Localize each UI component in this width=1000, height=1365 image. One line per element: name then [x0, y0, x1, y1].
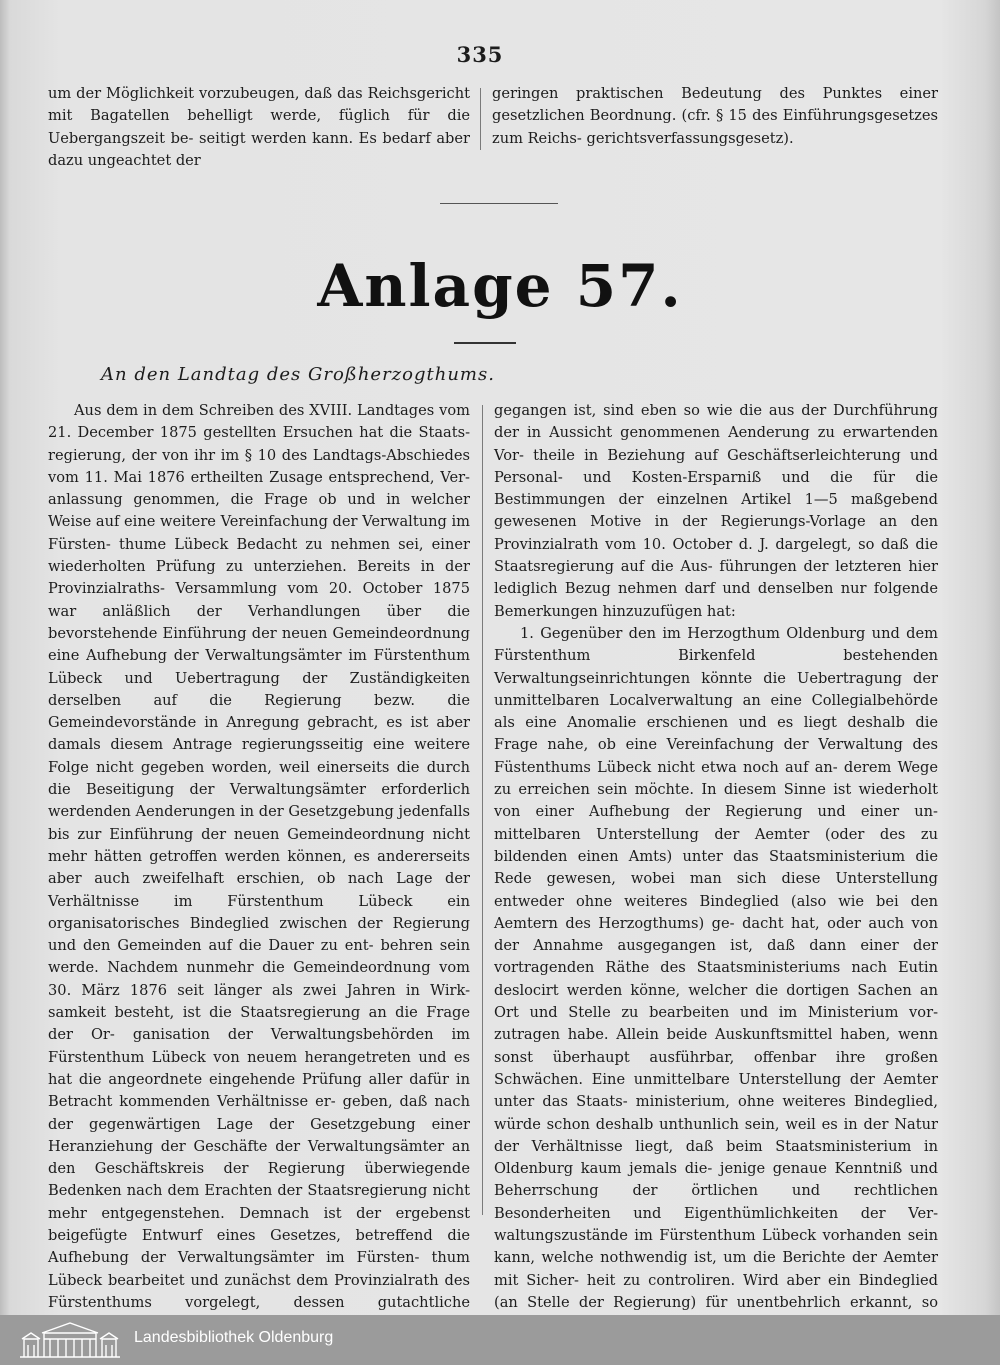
- section-divider: [440, 203, 558, 204]
- footer-label: Landesbibliothek Oldenburg: [134, 1329, 334, 1346]
- footer-bar: [0, 1315, 1000, 1365]
- column-divider-top: [480, 88, 481, 150]
- left-main-paragraph: Aus dem in dem Schreiben des XVIII. Landtages vom 21. December 1875 gestellten Ersuchen hat die Staats- regierung, der von ihr im § 10 des Landtags-Abschiedes vom 11. Mai 1876 ertheilten Zusage entsprechend, Ver- anlassung genommen, die Frage ob und in welcher Weise auf eine weitere Vereinfachung der Verwaltung im Fürsten- thume Lübeck Bedacht zu nehmen sei, einer wiederholten Prüfung zu unterziehen. Bereits in der Provinzialraths- Versammlung vom 20. October 1875 war anläßlich der Verhandlungen über die bevorstehende Einführung der neuen Gemeindeordnung eine Aufhebung der Verwaltungsämter im Fürstenthum Lübeck und Uebertragung der Zuständigkeiten derselben auf die Regierung bezw. die Gemeindevorstände in Anregung gebracht, es ist aber damals diesem Antrage regierungsseitig eine weitere Folge nicht gegeben worden, weil einerseits die durch die Beseitigung der Verwaltungsämter erforderlich werdenden Aenderungen in der Gesetzgebung jedenfalls bis zur Einführung der neuen Gemeindeordnung nicht mehr hätten getroffen werden können, es andererseits aber auch zweifelhaft erschien, ob nach Lage der Verhältnisse im Fürstenthum Lübeck ein organisatorisches Bindeglied zwischen der Regierung und den Gemeinden auf die Dauer zu ent- behren sein werde. Nachdem nunmehr die Gemeindeordnung vom 30. März 1876 seit länger als zwei Jahren in Wirk- samkeit besteht, ist die Staatsregierung an die Frage der Or- ganisation der Verwaltungsbehörden im Fürstenthum Lübeck von neuem herangetreten und es hat die angeordnete eingehende Prüfung aller dafür in Betracht kommenden Verhältnisse er- geben, daß nach der gegenwärtigen Lage der Gesetzgebung einer Heranziehung der Geschäfte der Verwaltungsämter an den Geschäftskreis der Regierung überwiegende Bedenken nach dem Erachten der Staatsregierung nicht mehr entgegenstehen. Demnach ist der ergebenst beigefügte Entwurf eines Gesetzes, betreffend die Aufhebung der Verwaltungsämter im Fürsten- thum Lübeck bearbeitet und zunächst dem Provinzialrath des Fürstenthums vorgelegt, dessen gutachtliche: [48, 402, 470, 1311]
- right-point-1-paragraph: 1. Gegenüber den im Herzogthum Oldenburg und dem Fürstenthum Birkenfeld bestehenden Verwaltungseinrichtungen könnte die Uebertragung der unmittelbaren Localverwaltung an eine Collegialbehörde als eine Anomalie erschienen und es liegt deshalb die Frage nahe, ob eine Vereinfachung der Verwaltung des Füstenthums Lübeck nicht etwa noch auf an- derem Wege zu erreichen sein möchte. In diesem Sinne ist wiederholt von einer Aufhebung der Regierung und einer un- mittelbaren Unterstellung der Aemter (oder des zu bildenden einen Amts) unter das Staatsministerium die Rede gewesen, wobei man sich diese Unterstellung entweder ohne weiteres Bindeglied (also wie bei den Aemtern des Herzogthums) ge- dacht hat, oder auch von der Annahme ausgegangen ist, daß dann einer der vortragenden Räthe des Staatsministeriums nach Eutin deslocirt werden könne, welcher die dortigen Sachen an Ort und Stelle zu bearbeiten und im Ministerium vor- zutragen habe. Allein beide Auskunftsmittel haben, wenn sonst überhaupt ausführbar, offenbar ihre großen Schwächen. Eine unmittelbare Unterstellung der Aemter unter das Staats- ministerium, ohne weiteres Bindeglied, würde schon deshalb unthunlich sein, weil es in der Natur der Verhältnisse liegt, daß beim Staatsministerium in Oldenburg kaum jemals die- jenige genaue Kenntniß und Beherrschung der örtlichen und rechtlichen Besonderheiten und Eigenthümlichkeiten der Ver- waltungszustände im Fürstenthum Lübeck vorhanden sein kann, welche nothwendig ist, um die Berichte der Aemter mit Sicher- heit zu controliren. Wird aber ein Bindeglied (an Stelle der Regierung) für unentbehrlich erkannt, so: [494, 624, 938, 1311]
- right-main-column: [494, 400, 938, 1311]
- column-divider-main: [482, 405, 483, 1215]
- library-building-icon: [16, 1319, 124, 1361]
- title-underline: [454, 342, 516, 344]
- section-subtitle: An den Landtag des Großherzogthums.: [101, 364, 495, 385]
- page-title: Anlage 57.: [317, 252, 683, 320]
- right-intro-paragraph: gegangen ist, sind eben so wie die aus der Durchführung der in Aussicht genommenen Aenderung zu erwartenden Vor- theile in Beziehung auf Geschäftserleichterung und Personal- und Kosten-Ersparniß und die für die Bestimmungen der einzelnen Artikel 1—5 maßgebend gewesenen Motive in der Regierungs-Vorlage an den Provinzialrath vom 10. October d. J. dargelegt, so daß die Staatsregierung auf die Aus- führungen der letzteren hier lediglich Bezug nehmen darf und denselben nur folgende Bemerkungen hinzuzufügen hat:: [494, 402, 938, 620]
- left-main-column: [48, 400, 470, 1311]
- top-right-paragraph: geringen praktischen Bedeutung des Punktes einer gesetzlichen Beordnung. (cfr. § 15 des Einführungsgesetzes zum Reichs- gerichtsverfassungsgesetz).: [492, 85, 938, 147]
- page-number: 335: [456, 42, 504, 67]
- top-left-column: [48, 83, 470, 169]
- top-left-paragraph: um der Möglichkeit vorzubeugen, daß das Reichsgericht mit Bagatellen behelligt werde, füglich für die Uebergangszeit be- seitigt werden kann. Es bedarf aber dazu ungeachtet der: [48, 85, 470, 169]
- top-right-column: [492, 83, 938, 155]
